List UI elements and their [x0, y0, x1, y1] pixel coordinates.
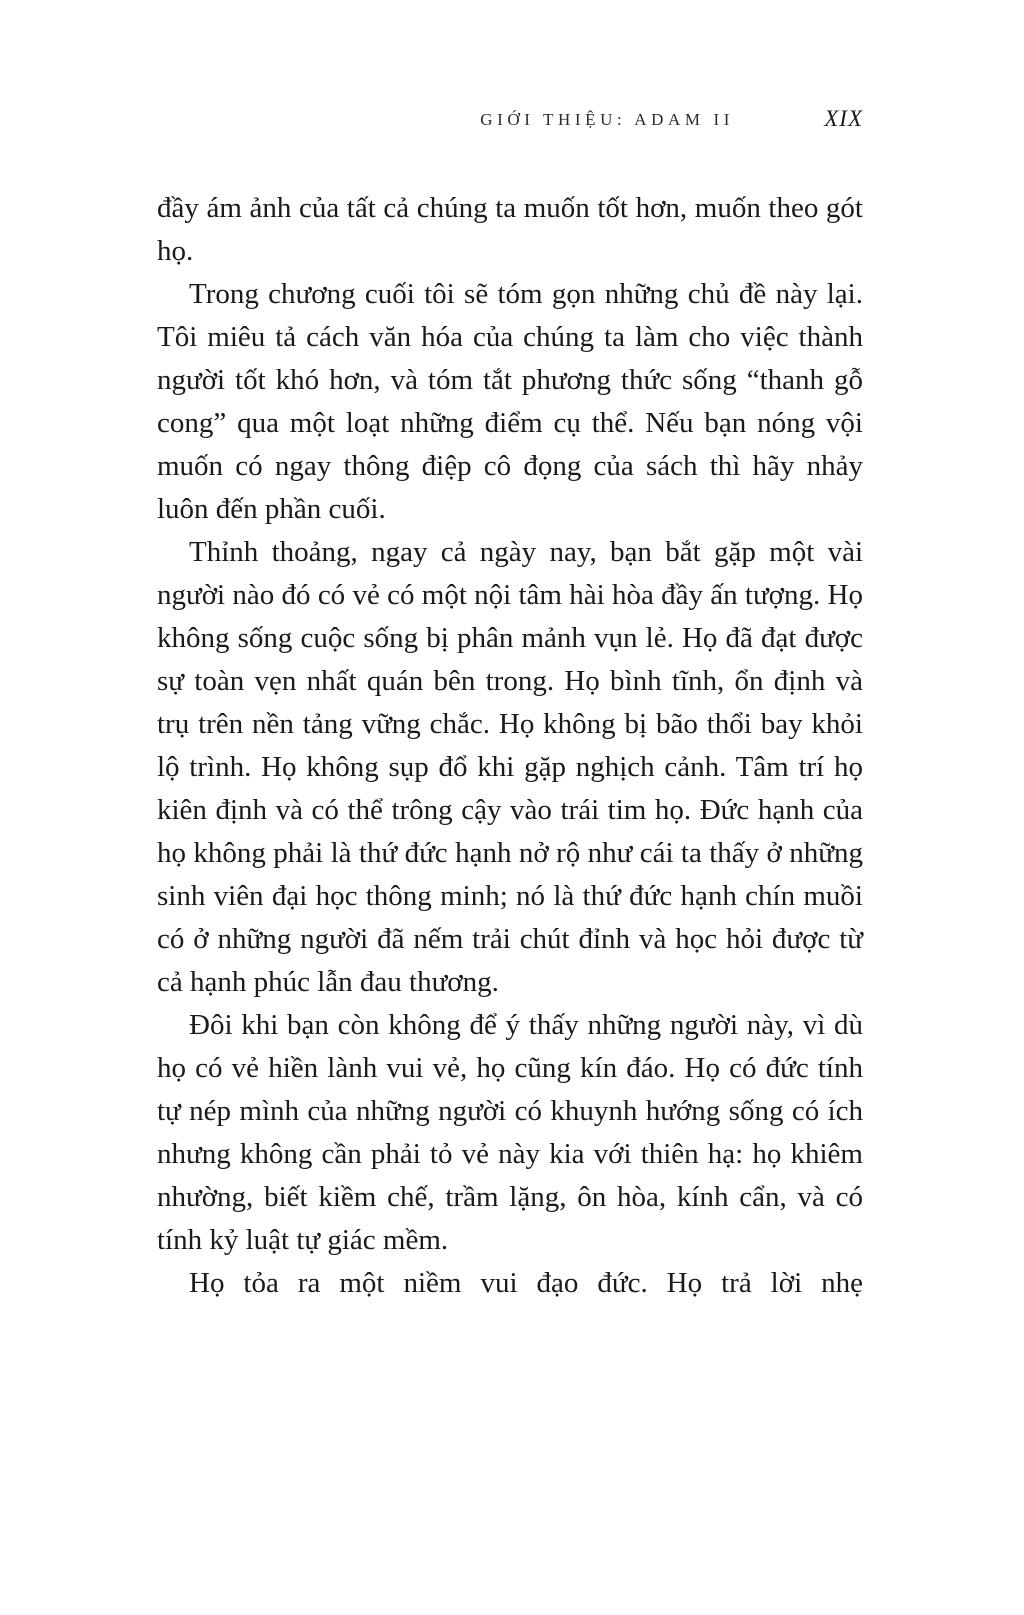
page-number: XIX — [824, 106, 863, 131]
paragraph-4: Đôi khi bạn còn không để ý thấy những người này, vì dù họ có vẻ hiền lành vui vẻ, họ cũng kín đáo. Họ có đức tính tự nép mình của những người có khuynh hướng sống có ích nhưng không cần phải tỏ vẻ này kia với thiên hạ: họ khiêm nhường, biết kiềm chế, trầm lặng, ôn hòa, kính cẩn, và có tính kỷ luật tự giác mềm. — [157, 1009, 863, 1256]
running-head — [0, 106, 1024, 136]
body-text — [157, 187, 863, 1305]
paragraph-1: đầy ám ảnh của tất cả chúng ta muốn tốt hơn, muốn theo gót họ. — [157, 192, 863, 267]
running-title: GIỚI THIỆU: ADAM II — [480, 110, 734, 129]
paragraph-5: Họ tỏa ra một niềm vui đạo đức. Họ trả lời nhẹ — [189, 1267, 863, 1299]
paragraph-3: Thỉnh thoảng, ngay cả ngày nay, bạn bắt gặp một vài người nào đó có vẻ có một nội tâm hài hòa đầy ấn tượng. Họ không sống cuộc sống bị phân mảnh vụn lẻ. Họ đã đạt được sự toàn vẹn nhất quán bên trong. Họ bình tĩnh, ổn định và trụ trên nền tảng vững chắc. Họ không bị bão thổi bay khỏi lộ trình. Họ không sụp đổ khi gặp nghịch cảnh. Tâm trí họ kiên định và có thể trông cậy vào trái tim họ. Đức hạnh của họ không phải là thứ đức hạnh nở rộ như cái ta thấy ở những sinh viên đại học thông minh; nó là thứ đức hạnh chín muồi có ở những người đã nếm trải chút đỉnh và học hỏi được từ cả hạnh phúc lẫn đau thương. — [157, 536, 863, 998]
paragraph-2: Trong chương cuối tôi sẽ tóm gọn những chủ đề này lại. Tôi miêu tả cách văn hóa của chúng ta làm cho việc thành người tốt khó hơn, và tóm tắt phương thức sống “thanh gỗ cong” qua một loạt những điểm cụ thể. Nếu bạn nóng vội muốn có ngay thông điệp cô đọng của sách thì hãy nhảy luôn đến phần cuối. — [157, 278, 863, 525]
